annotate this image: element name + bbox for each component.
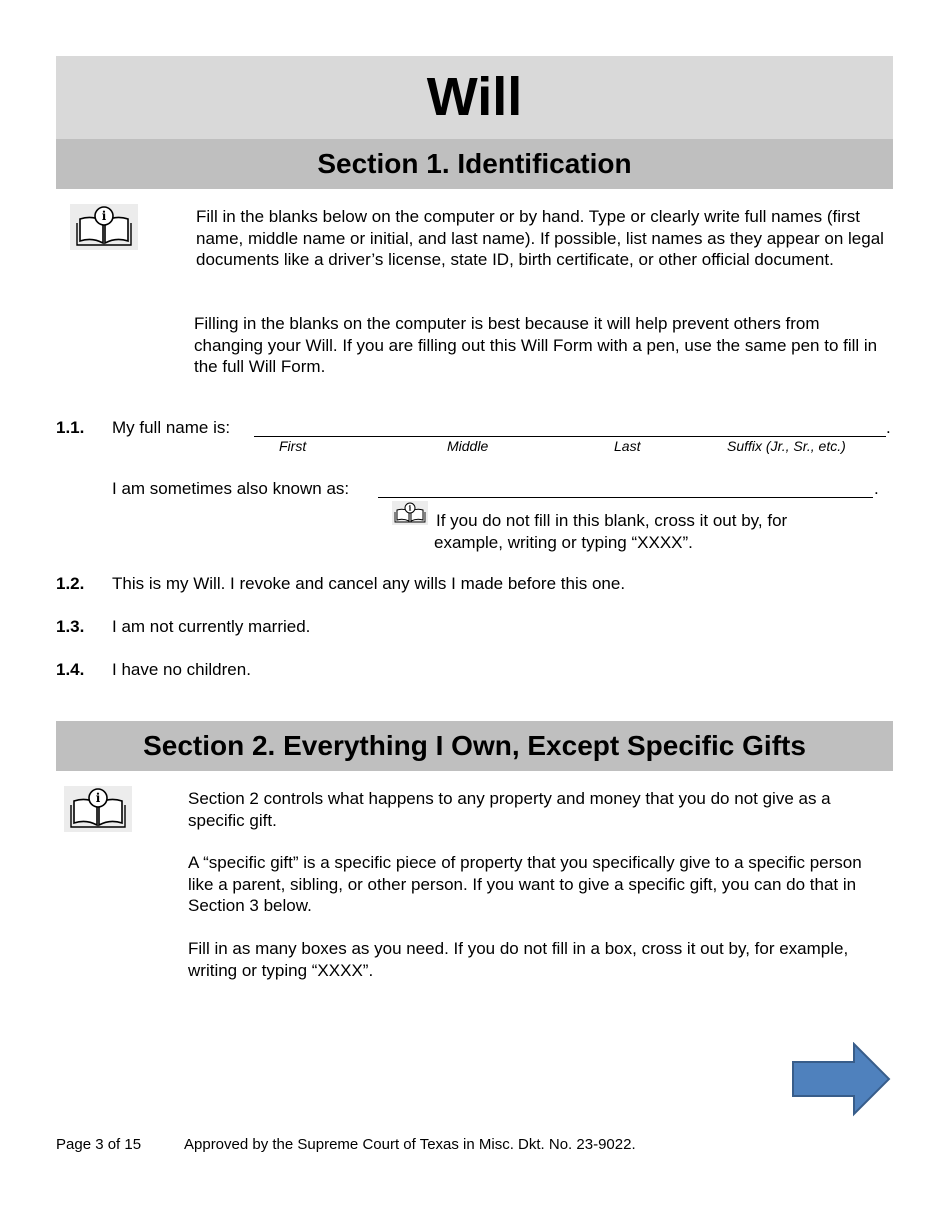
item-number: 1.3. xyxy=(56,617,85,636)
section-1-info-paragraph-2: Filling in the blanks on the computer is best because it will help prevent others from changing your Will. If you are filling out this Will Form with a pen, use the same pen to fill in the full Will Form. xyxy=(194,314,878,376)
section-2-info-paragraph-2: A “specific gift” is a specific piece of property that you specifically give to a specific person like a parent, sibling, or other person. If you want to give a specific gift, you can do that in Section 3 below. xyxy=(188,853,862,915)
item-number: 1.4. xyxy=(56,660,85,679)
last-name-caption: Last xyxy=(614,438,641,454)
info-book-icon xyxy=(70,204,138,250)
next-page-arrow-icon[interactable] xyxy=(790,1042,894,1118)
svg-text:i: i xyxy=(408,503,412,513)
info-book-icon xyxy=(64,786,132,832)
aka-field[interactable] xyxy=(378,482,873,498)
svg-text:i: i xyxy=(101,209,107,223)
section-1-info-paragraph-1: Fill in the blanks below on the computer or by hand. Type or clearly write full names (first name, middle name or initial, and last name). If possible, list names as they appear on legal documents like a driver’s license, state ID, birth certificate, or other official document. xyxy=(196,207,884,269)
section-2-heading: Section 2. Everything I Own, Except Specific Gifts xyxy=(56,721,893,771)
aka-instruction-note: If you do not fill in this blank, cross it out by, for example, writing or typing “XXXX”. xyxy=(434,511,788,552)
first-name-caption: First xyxy=(279,438,307,454)
info-book-icon xyxy=(392,501,428,525)
suffix-caption: Suffix (Jr., Sr., etc.) xyxy=(727,438,846,454)
page-number: Page 3 of 15 xyxy=(56,1136,142,1153)
section-2-info-paragraph-1: Section 2 controls what happens to any property and money that you do not give as a specific gift. xyxy=(188,789,831,830)
svg-text:i: i xyxy=(95,791,101,805)
item-number: 1.1. xyxy=(56,418,85,437)
children-clause: I have no children. xyxy=(112,660,251,679)
aka-period: . xyxy=(874,479,879,498)
full-name-field[interactable] xyxy=(254,421,886,437)
section-2-info-paragraph-3: Fill in as many boxes as you need. If you do not fill in a box, cross it out by, for example, writing or typing “XXXX”. xyxy=(188,939,849,980)
section-1-heading: Section 1. Identification xyxy=(56,139,893,189)
document-title: Will xyxy=(56,56,893,139)
marital-status-clause: I am not currently married. xyxy=(112,617,311,636)
revocation-clause: This is my Will. I revoke and cancel any wills I made before this one. xyxy=(112,574,626,593)
middle-name-caption: Middle xyxy=(447,438,489,454)
full-name-period: . xyxy=(886,418,891,437)
full-name-label: My full name is: xyxy=(112,418,231,437)
aka-label: I am sometimes also known as: xyxy=(112,479,350,498)
item-number: 1.2. xyxy=(56,574,85,593)
approval-notice: Approved by the Supreme Court of Texas in Misc. Dkt. No. 23-9022. xyxy=(184,1136,636,1153)
